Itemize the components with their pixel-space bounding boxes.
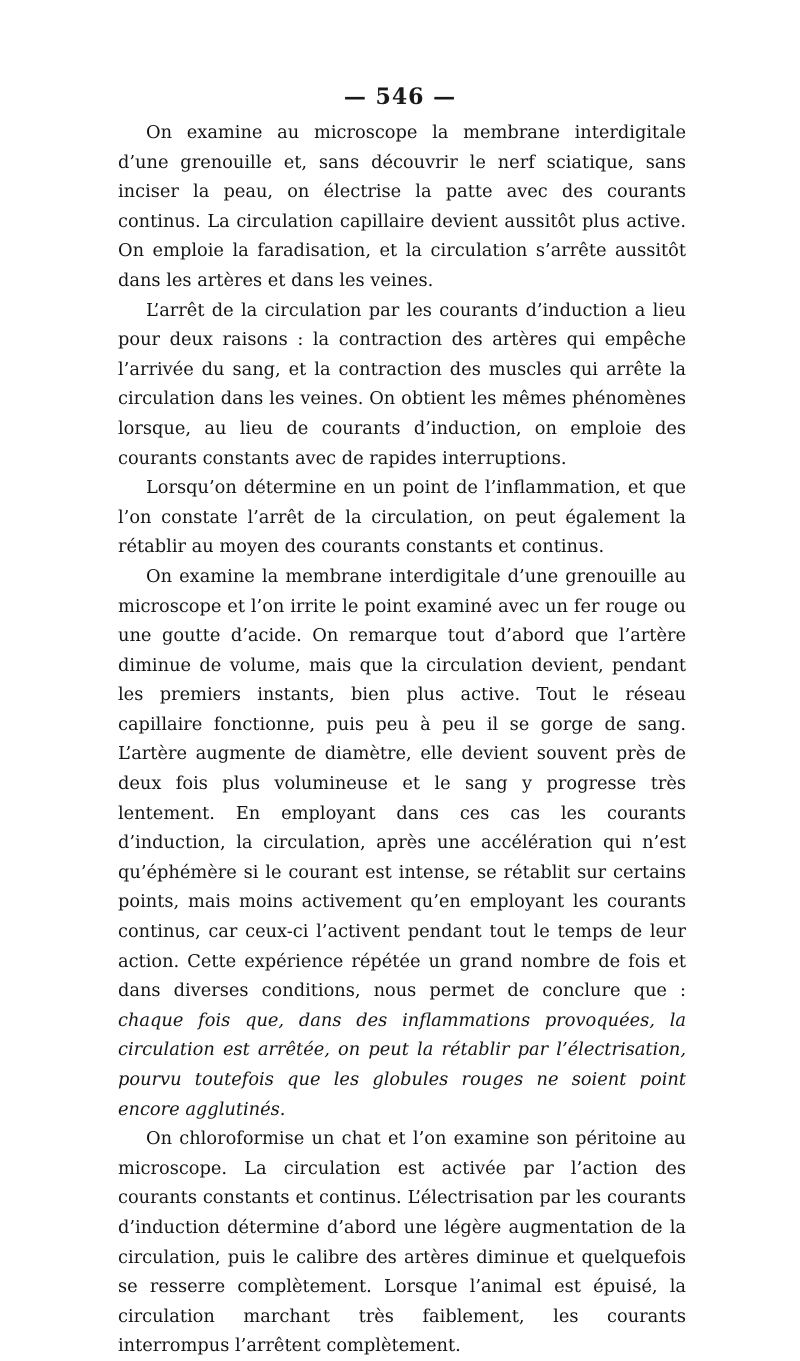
paragraph-4-italic-conclusion: chaque fois que, dans des inflammations provoquées, la circulation est arrêtée, on peut la rétablir par l’électrisation, pourvu toutefois que les globules rouges ne soient point encore agglutinés.	[118, 1009, 686, 1120]
body-text	[118, 118, 686, 1361]
paragraph-5: On chloroformise un chat et l’on examine son péritoine au microscope. La circulation est activée par l’action des courants constants et continus. L’électrisation par les courants d’induction détermine d’abord une légère augmentation de la circulation, puis le calibre des artères diminue et quelquefois se resserre complètement. Lorsque l’animal est épuisé, la circulation marchant très faiblement, les courants interrompus l’arrêtent complètement.	[118, 1128, 686, 1357]
paragraph-2: L’arrêt de la circulation par les courants d’induction a lieu pour deux raisons : la contraction des artères qui empêche l’arrivée du sang, et la contraction des muscles qui arrête la circulation dans les veines. On obtient les mêmes phénomènes lorsque, au lieu de courants d’induction, on emploie des courants constants avec de rapides interruptions.	[118, 299, 686, 469]
paragraph-4	[118, 562, 686, 1124]
paragraph-1: On examine au microscope la membrane interdigitale d’une grenouille et, sans découvrir le nerf sciatique, sans inciser la peau, on électrise la patte avec des courants continus. La circulation capillaire devient aussitôt plus active. On emploie la faradisation, et la circulation s’arrête aussitôt dans les artères et dans les veines.	[118, 122, 686, 291]
paragraph-4-text: On examine la membrane interdigitale d’une grenouille au microscope et l’on irrite le point examiné avec un fer rouge ou une goutte d’acide. On remarque tout d’abord que l’artère diminue de volume, mais que la circulation devient, pendant les premiers instants, bien plus active. Tout le réseau capillaire fonctionne, puis peu à peu il se gorge de sang. L’artère augmente de diamètre, elle devient souvent près de deux fois plus volumineuse et le sang y progresse très lentement. En employant dans ces cas les courants d’induction, la circulation, après une accélération qui n’est qu’éphémère si le courant est intense, se rétablit sur certains points, mais moins activement qu’en employant les courants continus, car ceux-ci l’activent pendant tout le temps de leur action. Cette expérience répétée un grand nombre de fois et dans diverses conditions, nous permet de conclure que :	[118, 565, 686, 1002]
paragraph-3: Lorsqu’on détermine en un point de l’inflammation, et que l’on constate l’arrêt de la circulation, on peut également la rétablir au moyen des courants constants et continus.	[118, 477, 686, 558]
page-number: — 546 —	[343, 84, 457, 110]
